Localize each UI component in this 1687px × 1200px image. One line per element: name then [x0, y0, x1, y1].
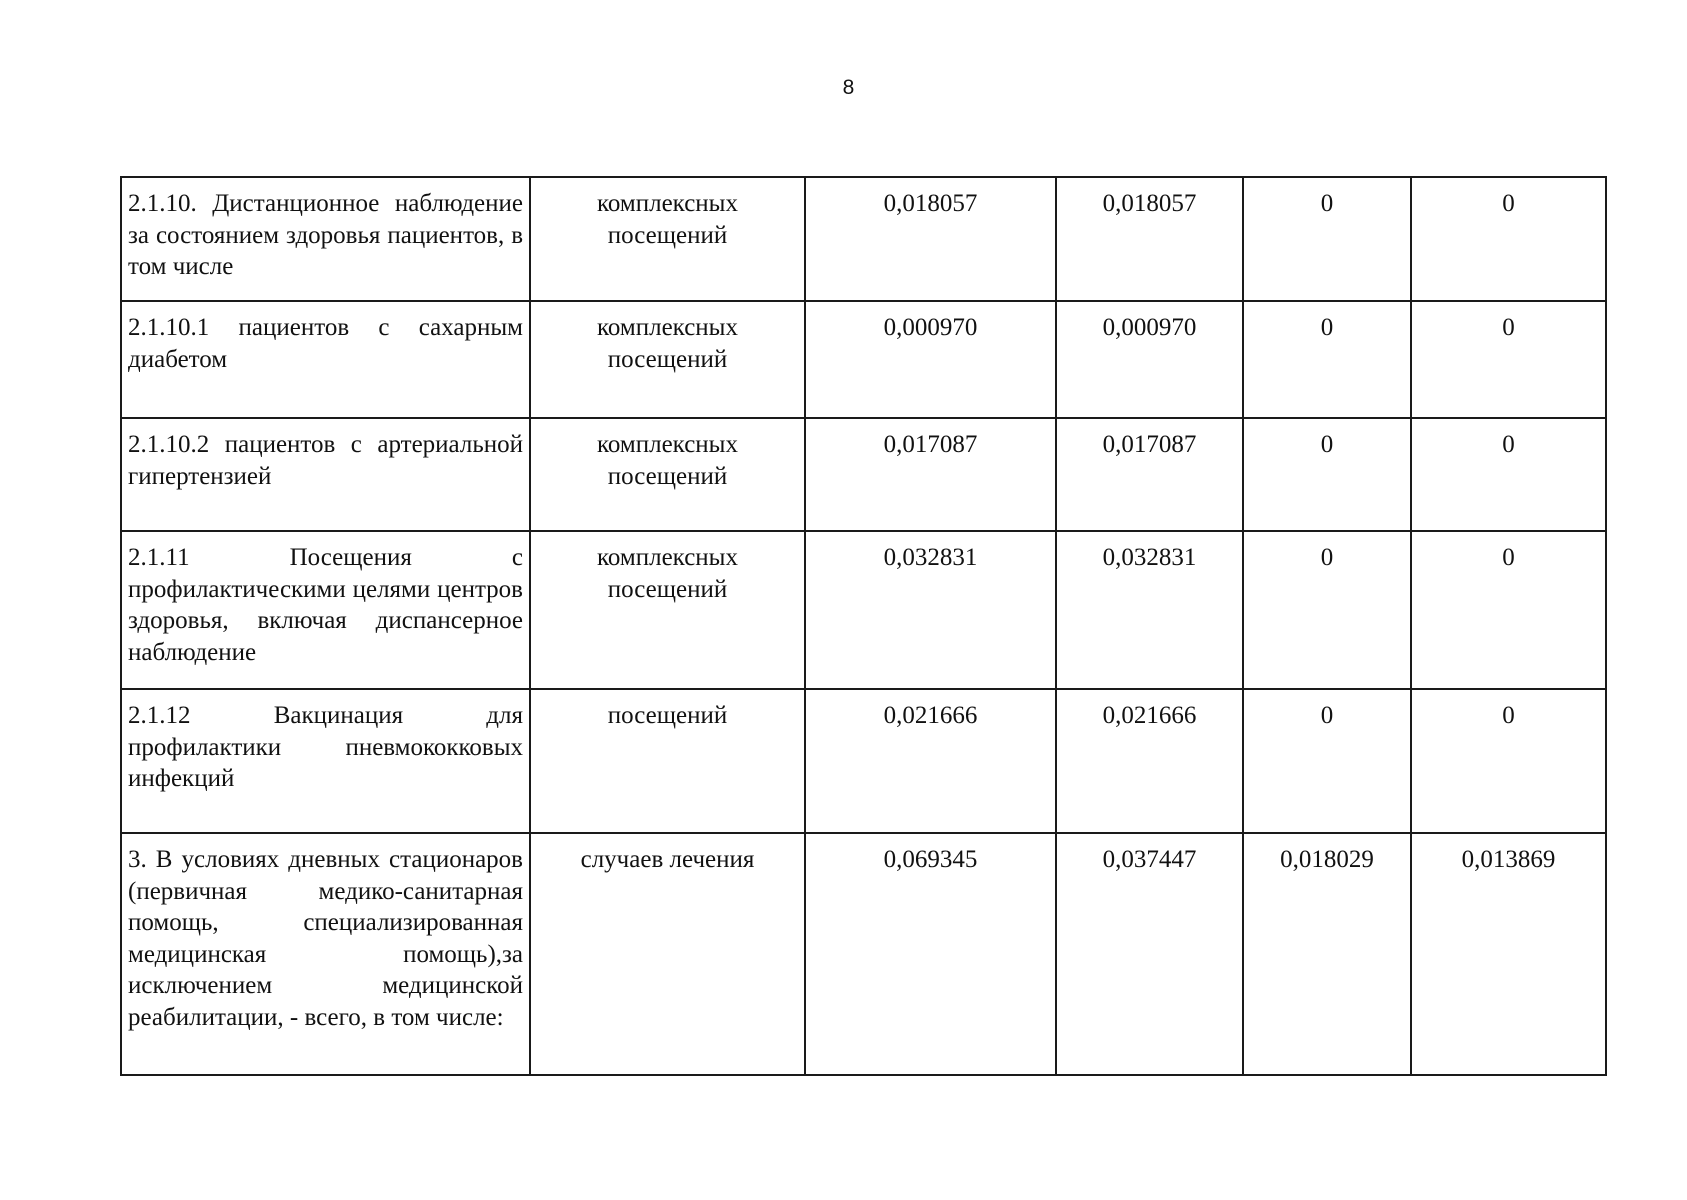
value-cell: 0	[1411, 531, 1606, 689]
table-row	[121, 301, 1606, 418]
value-cell: 0	[1411, 301, 1606, 418]
row-name-cell	[121, 833, 530, 1075]
value-cell: 0,017087	[805, 418, 1056, 531]
row-name: 2.1.11 Посещения с профилактическими целями центров здоровья, включая диспансерное наблюдение	[128, 544, 523, 666]
value-cell: 0	[1243, 689, 1411, 833]
unit-cell: случаев лечения	[530, 833, 805, 1075]
data-table	[120, 176, 1607, 1076]
unit-cell: комплексных посещений	[530, 177, 805, 301]
value-cell: 0,013869	[1411, 833, 1606, 1075]
value-cell: 0,018029	[1243, 833, 1411, 1075]
value-cell: 0	[1243, 418, 1411, 531]
row-name: 2.1.10. Дистанционное наблюдение за состоянием здоровья пациентов, в том числе	[128, 190, 523, 280]
value-cell: 0,037447	[1056, 833, 1243, 1075]
unit-cell: комплексных посещений	[530, 301, 805, 418]
row-name: 2.1.10.1 пациентов с сахарным диабетом	[128, 314, 523, 373]
value-cell: 0,069345	[805, 833, 1056, 1075]
unit-cell: комплексных посещений	[530, 418, 805, 531]
row-name: 3. В условиях дневных стационаров (первичная медико-санитарная помощь, специализированная медицинская помощь),за исключением медицинской реабилитации, - всего, в том числе:	[128, 846, 523, 1031]
value-cell: 0,018057	[1056, 177, 1243, 301]
table-row	[121, 689, 1606, 833]
value-cell: 0	[1243, 177, 1411, 301]
value-cell: 0	[1411, 689, 1606, 833]
row-name: 2.1.12 Вакцинация для профилактики пневмококковых инфекций	[128, 702, 523, 792]
unit-cell: посещений	[530, 689, 805, 833]
value-cell: 0,018057	[805, 177, 1056, 301]
value-cell: 0	[1411, 177, 1606, 301]
value-cell: 0,021666	[805, 689, 1056, 833]
row-name: 2.1.10.2 пациентов с артериальной гипертензией	[128, 431, 523, 490]
table-row	[121, 418, 1606, 531]
value-cell: 0,000970	[805, 301, 1056, 418]
value-cell: 0	[1243, 531, 1411, 689]
value-cell: 0,021666	[1056, 689, 1243, 833]
table-row	[121, 833, 1606, 1075]
row-name-cell	[121, 418, 530, 531]
value-cell: 0,000970	[1056, 301, 1243, 418]
value-cell: 0,017087	[1056, 418, 1243, 531]
table-row	[121, 177, 1606, 301]
page-number: 8	[842, 76, 855, 99]
value-cell: 0,032831	[805, 531, 1056, 689]
table-row	[121, 531, 1606, 689]
row-name-cell	[121, 301, 530, 418]
value-cell: 0,032831	[1056, 531, 1243, 689]
value-cell: 0	[1243, 301, 1411, 418]
row-name-cell	[121, 177, 530, 301]
value-cell: 0	[1411, 418, 1606, 531]
row-name-cell	[121, 689, 530, 833]
unit-cell: комплексных посещений	[530, 531, 805, 689]
row-name-cell	[121, 531, 530, 689]
